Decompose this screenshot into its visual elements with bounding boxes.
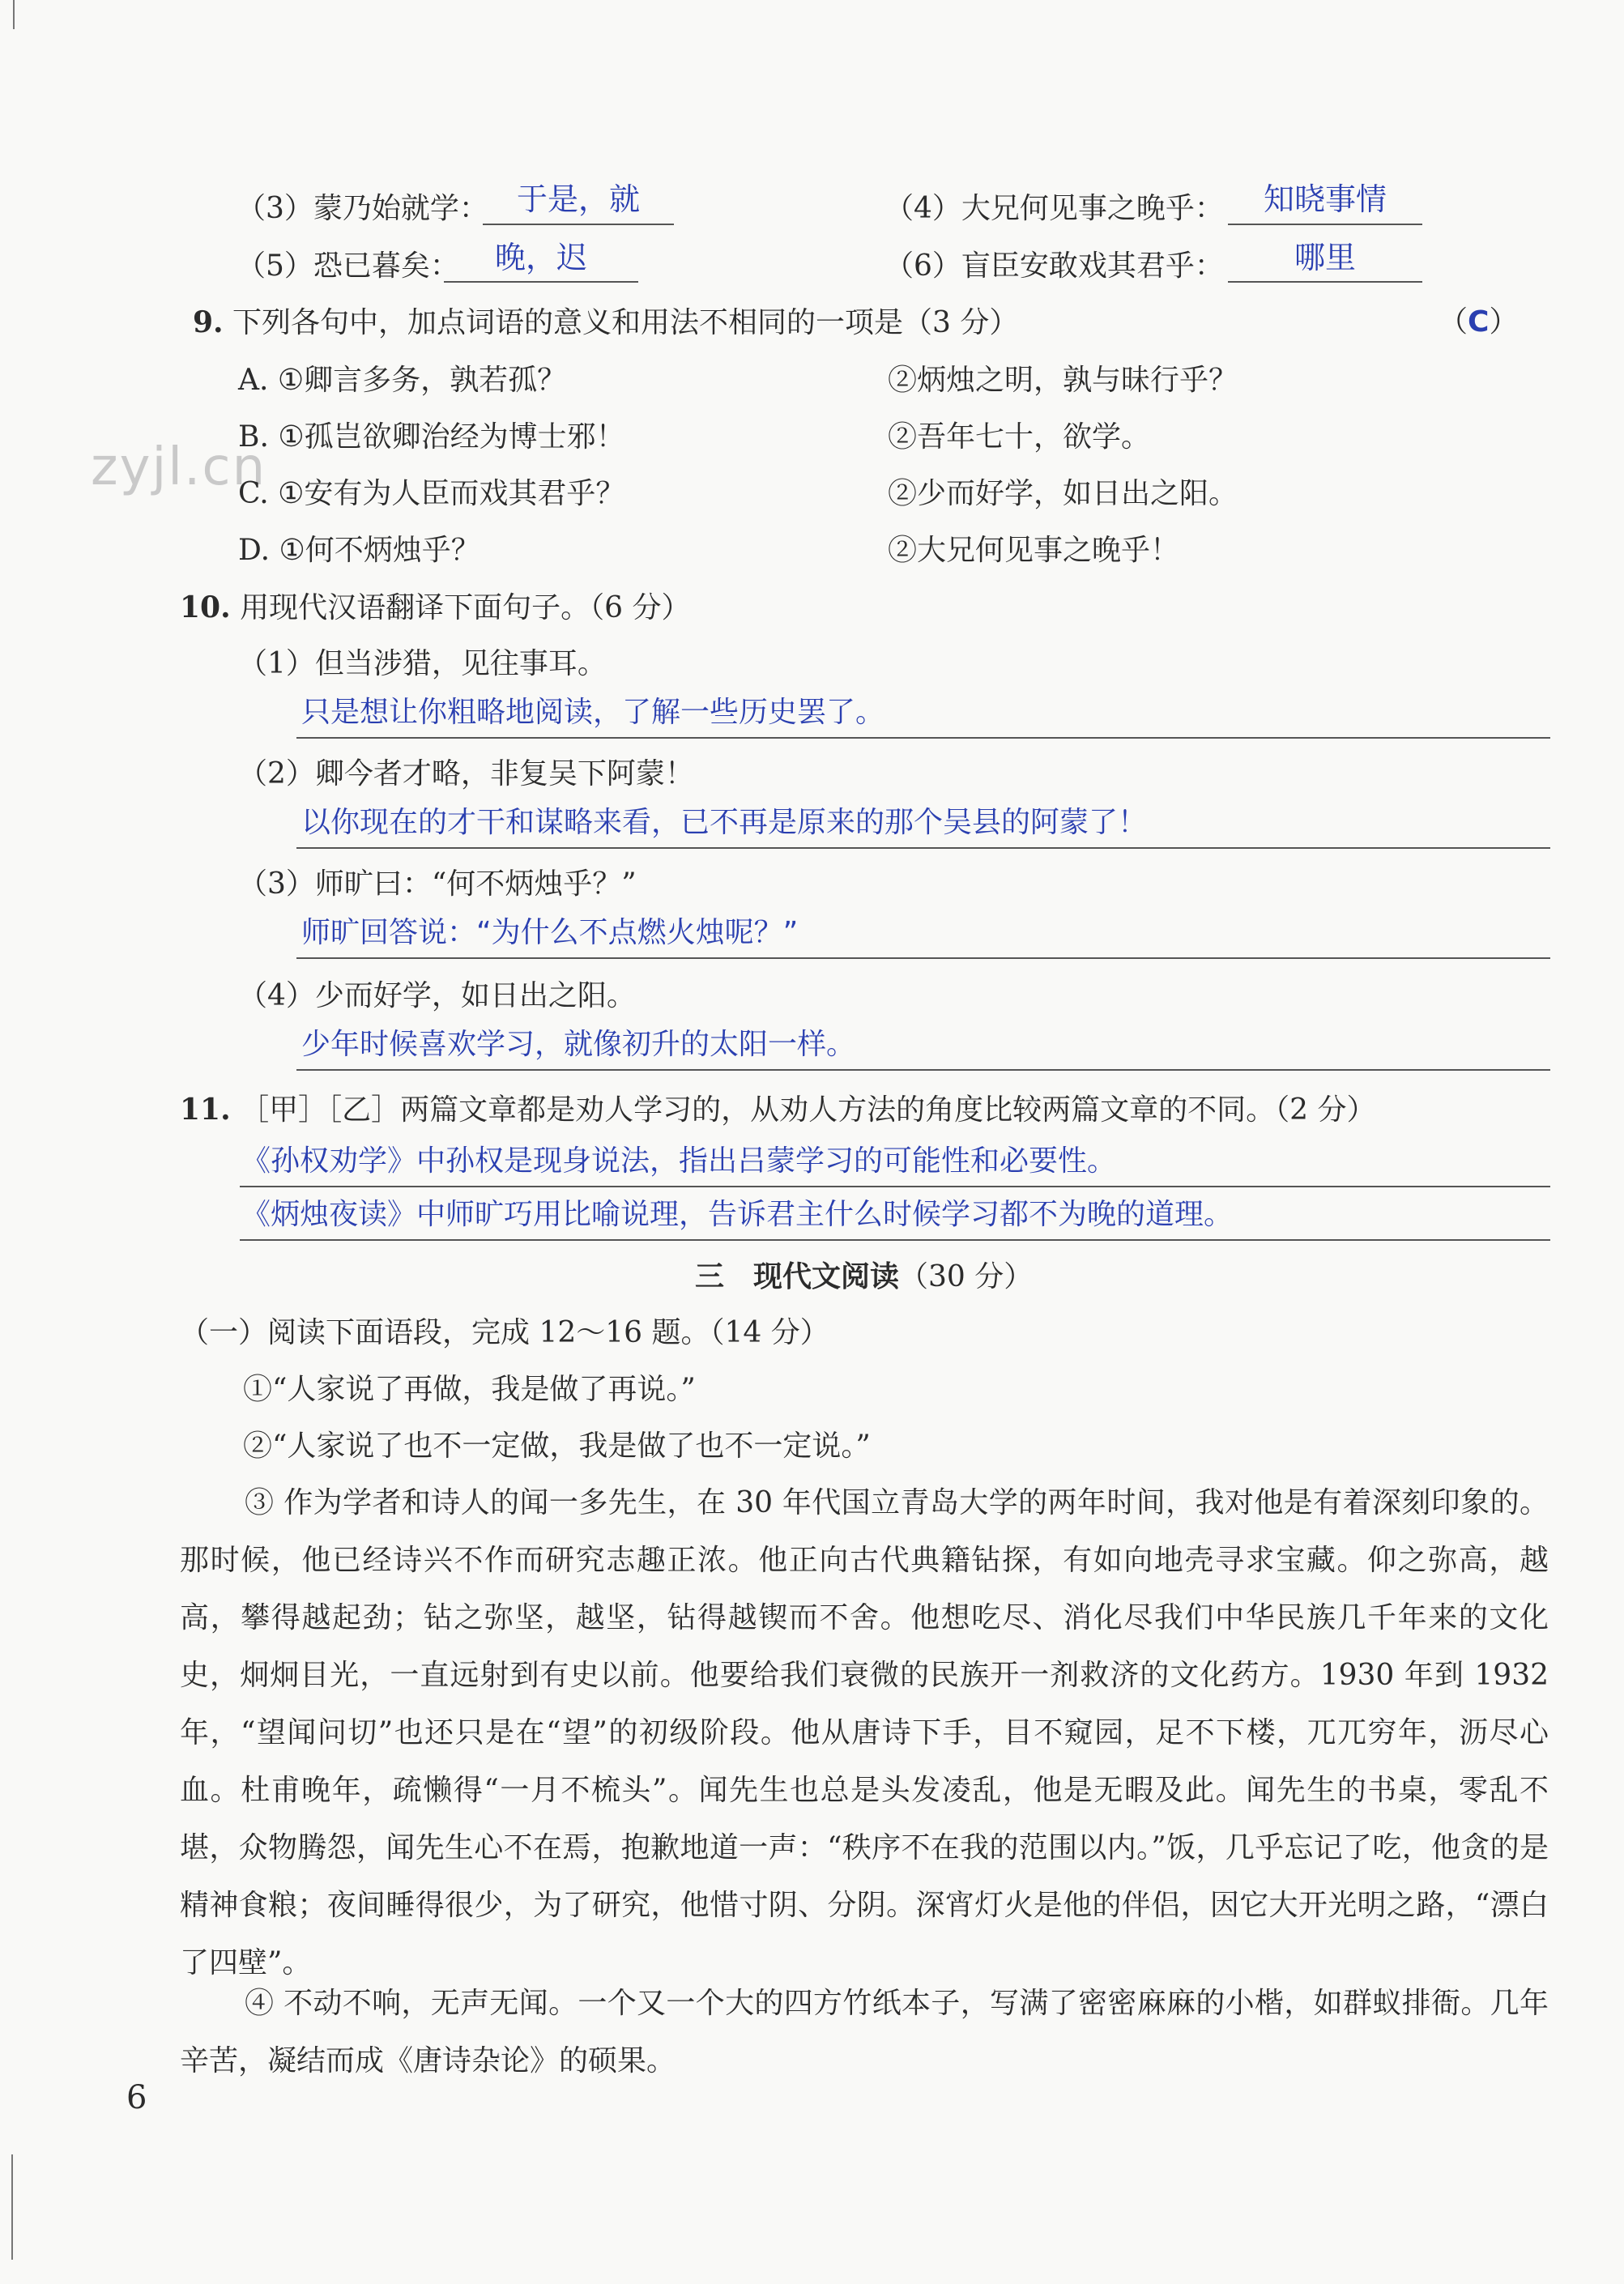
- bracket-open: （: [1439, 305, 1468, 339]
- q8-item-6-underline: [1228, 281, 1422, 283]
- section-3-heading: [695, 1257, 1033, 1297]
- q9-stem: [193, 303, 1018, 343]
- reading-paragraph-3: ③ 作为学者和诗人的闻一多先生，在 30 年代国立青岛大学的两年时间，我对他是有着深刻印象的。那时候，他已经诗兴不作而研究志趣正浓。他正向古代典籍钻探，有如向地壳寻求宝藏。仰之弥高，越高，攀得越起劲；钻之弥坚，越坚，钻得越锲而不舍。他想吃尽、消化尽我们中华民族几千年来的文化史，炯炯目光，一直远射到有史以前。他要给我们衰微的民族开一剂救济的文化药方。1930 年到 1932 年，“望闻问切”也还只是在“望”的初级阶段。他从唐诗下手，目不窥园，足不下楼，兀兀穷年，沥尽心血。杜甫晚年，疏懒得“一月不梳头”。闻先生也总是头发凌乱，他是无暇及此。闻先生的书桌，零乱不堪，众物腾怨，闻先生心不在焉，抱歉地道一声：“秩序不在我的范围以内。”饭，几乎忘记了吃，他贪的是精神食粮；夜间睡得很少，为了研究，他惜寸阴、分阴。深宵灯火是他的伴侣，因它大开光明之路，“漂白了四壁”。: [180, 1486, 1549, 1979]
- q10-number: 10.: [180, 590, 231, 624]
- watermark: zyjl.cn: [91, 437, 267, 497]
- reading-paragraph-2: ②“人家说了也不一定做，我是做了也不一定说。”: [243, 1430, 871, 1463]
- q8-item-3-label: （3）蒙乃始就学：: [237, 192, 488, 225]
- q11-answer-1: 《孙权劝学》中孙权是现身说法，指出吕蒙学习的可能性和必要性。: [241, 1144, 1117, 1178]
- q10-item-4-underline: [296, 1069, 1550, 1071]
- q10-item-4-question: （4）少而好学，如日出之阳。: [238, 979, 636, 1012]
- q9-number: 9.: [193, 305, 224, 339]
- q10-item-3-question: （3）师旷曰：“何不炳烛乎？”: [238, 867, 637, 901]
- section-3-title: 三 现代文阅读: [695, 1259, 900, 1293]
- q8-item-5-underline: [444, 281, 638, 283]
- q11-answer-2-underline: [240, 1239, 1550, 1241]
- q11-number: 11.: [180, 1093, 231, 1127]
- q9-option-d-2: ②大兄何见事之晚乎！: [888, 534, 1180, 567]
- q9-answer-bracket: [1439, 303, 1518, 342]
- q10-item-1-answer: 只是想让你粗略地阅读，了解一些历史罢了。: [301, 696, 885, 729]
- q10-stem-text: 用现代汉语翻译下面句子。（6 分）: [240, 591, 691, 624]
- q8-item-4-answer: 知晓事情: [1263, 181, 1387, 217]
- q9-option-d-1: D. ①何不炳烛乎？: [238, 534, 480, 567]
- q9-option-a-2: ②炳烛之明，孰与昧行乎？: [888, 364, 1238, 397]
- q10-item-4-answer: 少年时候喜欢学习，就像初升的太阳一样。: [301, 1028, 856, 1061]
- q9-stem-text: 下列各句中，加点词语的意义和用法不相同的一项是（3 分）: [232, 306, 1019, 339]
- margin-rule-top: [13, 0, 15, 29]
- page-number: 6: [126, 2079, 147, 2116]
- q10-item-1-underline: [296, 737, 1550, 739]
- q8-item-4-label: （4）大兄何见事之晚乎：: [884, 192, 1224, 225]
- q10-item-2-question: （2）卿今者才略，非复吴下阿蒙！: [238, 757, 694, 790]
- q8-item-5-answer: 晚，迟: [494, 240, 587, 275]
- q11-stem-text: ［甲］［乙］两篇文章都是劝人学习的，从劝人方法的角度比较两篇文章的不同。（2 分）: [240, 1093, 1376, 1127]
- q11-answer-2: 《炳烛夜读》中师旷巧用比喻说理，告诉君主什么时候学习都不为晚的道理。: [241, 1198, 1234, 1231]
- reading-paragraph-4: ④ 不动不响，无声无闻。一个又一个大的四方竹纸本子，写满了密密麻麻的小楷，如群蚁排衙。几年辛苦，凝结而成《唐诗杂论》的硕果。: [180, 1987, 1549, 2077]
- reading-intro: （一）阅读下面语段，完成 12～16 题。（14 分）: [180, 1316, 829, 1349]
- q10-stem: [180, 588, 690, 628]
- q10-item-3-answer: 师旷回答说：“为什么不点燃火烛呢？”: [301, 916, 799, 949]
- q11-stem: [180, 1090, 1375, 1130]
- q8-item-3-underline: [483, 224, 674, 225]
- q11-answer-1-underline: [240, 1186, 1550, 1187]
- q9-option-b-2: ②吾年七十，欲学。: [888, 420, 1151, 454]
- reading-paragraph-1: ①“人家说了再做，我是做了再说。”: [243, 1373, 696, 1406]
- q10-item-2-answer: 以你现在的才干和谋略来看，已不再是原来的那个吴县的阿蒙了！: [301, 806, 1148, 839]
- bracket-close: ）: [1489, 305, 1519, 339]
- q8-item-3-answer: 于是，就: [516, 181, 640, 217]
- section-3-score: （30 分）: [899, 1260, 1034, 1293]
- q8-item-6-label: （6）盲臣安敢戏其君乎：: [884, 249, 1224, 283]
- q8-item-4-underline: [1228, 224, 1422, 225]
- q10-item-3-underline: [296, 957, 1550, 959]
- q9-option-c-1: C. ①安有为人臣而戏其君乎？: [238, 477, 625, 510]
- q9-option-c-2: ②少而好学，如日出之阳。: [888, 477, 1238, 510]
- q9-option-a-1: A. ①卿言多务，孰若孤？: [238, 364, 567, 397]
- q9-option-b-1: B. ①孤岂欲卿治经为博士邪！: [238, 420, 625, 454]
- q9-answer: C: [1468, 305, 1490, 339]
- q8-item-6-answer: 哪里: [1294, 240, 1356, 275]
- q10-item-1-question: （1）但当涉猎，见往事耳。: [238, 647, 607, 680]
- q8-item-5-label: （5）恐已暮矣：: [237, 249, 459, 283]
- q10-item-2-underline: [296, 847, 1550, 849]
- margin-rule-bottom: [11, 2154, 13, 2260]
